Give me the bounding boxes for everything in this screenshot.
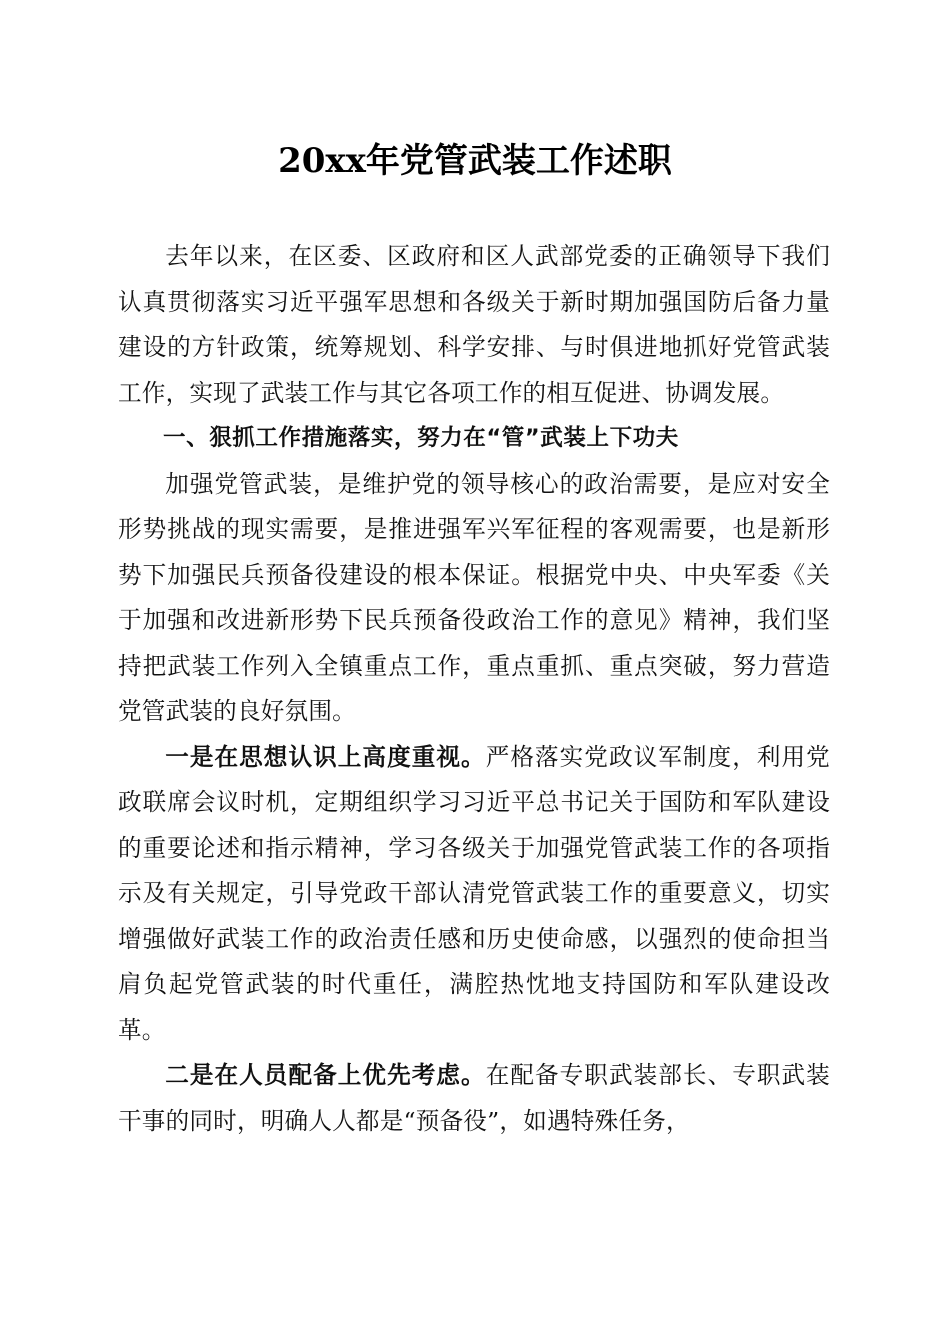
section-heading-1: 一、狠抓工作措施落实，努力在“管”武装上下功夫 bbox=[163, 425, 679, 451]
document-title: 20xx年党管武装工作述职 bbox=[278, 141, 672, 181]
paragraph-body-text: 在配备专职武装部长、专职武装干事的同时，明确人人都是“预备役”，如遇特殊任务， bbox=[118, 1061, 830, 1135]
section1-paragraph-1 bbox=[118, 462, 830, 735]
intro-text: 去年以来，在区委、区政府和区人武部党委的正确领导下我们认真贯彻落实习近平强军思想和各级关于新时期加强国防后备力量建设的方针政策，统筹规划、科学安排、与时俱进地抓好党管武装工作，实现了武装工作与其它各项工作的相互促进、协调发展。 bbox=[118, 242, 830, 407]
section1-paragraph-2 bbox=[118, 735, 830, 1054]
paragraph-body-text: 严格落实党政议军制度，利用党政联席会议时机，定期组织学习习近平总书记关于国防和军队建设的重要论述和指示精神，学习各级关于加强党管武装工作的各项指示及有关规定，引导党政干部认清党管武装工作的重要意义，切实增强做好武装工作的政治责任感和历史使命感，以强烈的使命担当肩负起党管武装的时代重任，满腔热忱地支持国防和军队建设改革。 bbox=[118, 742, 830, 1044]
section1-paragraph-3 bbox=[118, 1053, 830, 1144]
paragraph-lead-sentence: 二是在人员配备上优先考虑。 bbox=[165, 1061, 486, 1089]
document-body bbox=[118, 234, 830, 1144]
section1-paragraph-1-text: 加强党管武装，是维护党的领导核心的政治需要，是应对安全形势挑战的现实需要，是推进强军兴军征程的客观需要，也是新形势下加强民兵预备役建设的根本保证。根据党中央、中央军委《关于加强和改进新形势下民兵预备役政治工作的意见》精神，我们坚持把武装工作列入全镇重点工作，重点重抓、重点突破，努力营造党管武装的良好氛围。 bbox=[118, 469, 830, 725]
paragraph-lead-sentence: 一是在思想认识上高度重视。 bbox=[165, 742, 486, 771]
intro-paragraph bbox=[118, 234, 830, 416]
